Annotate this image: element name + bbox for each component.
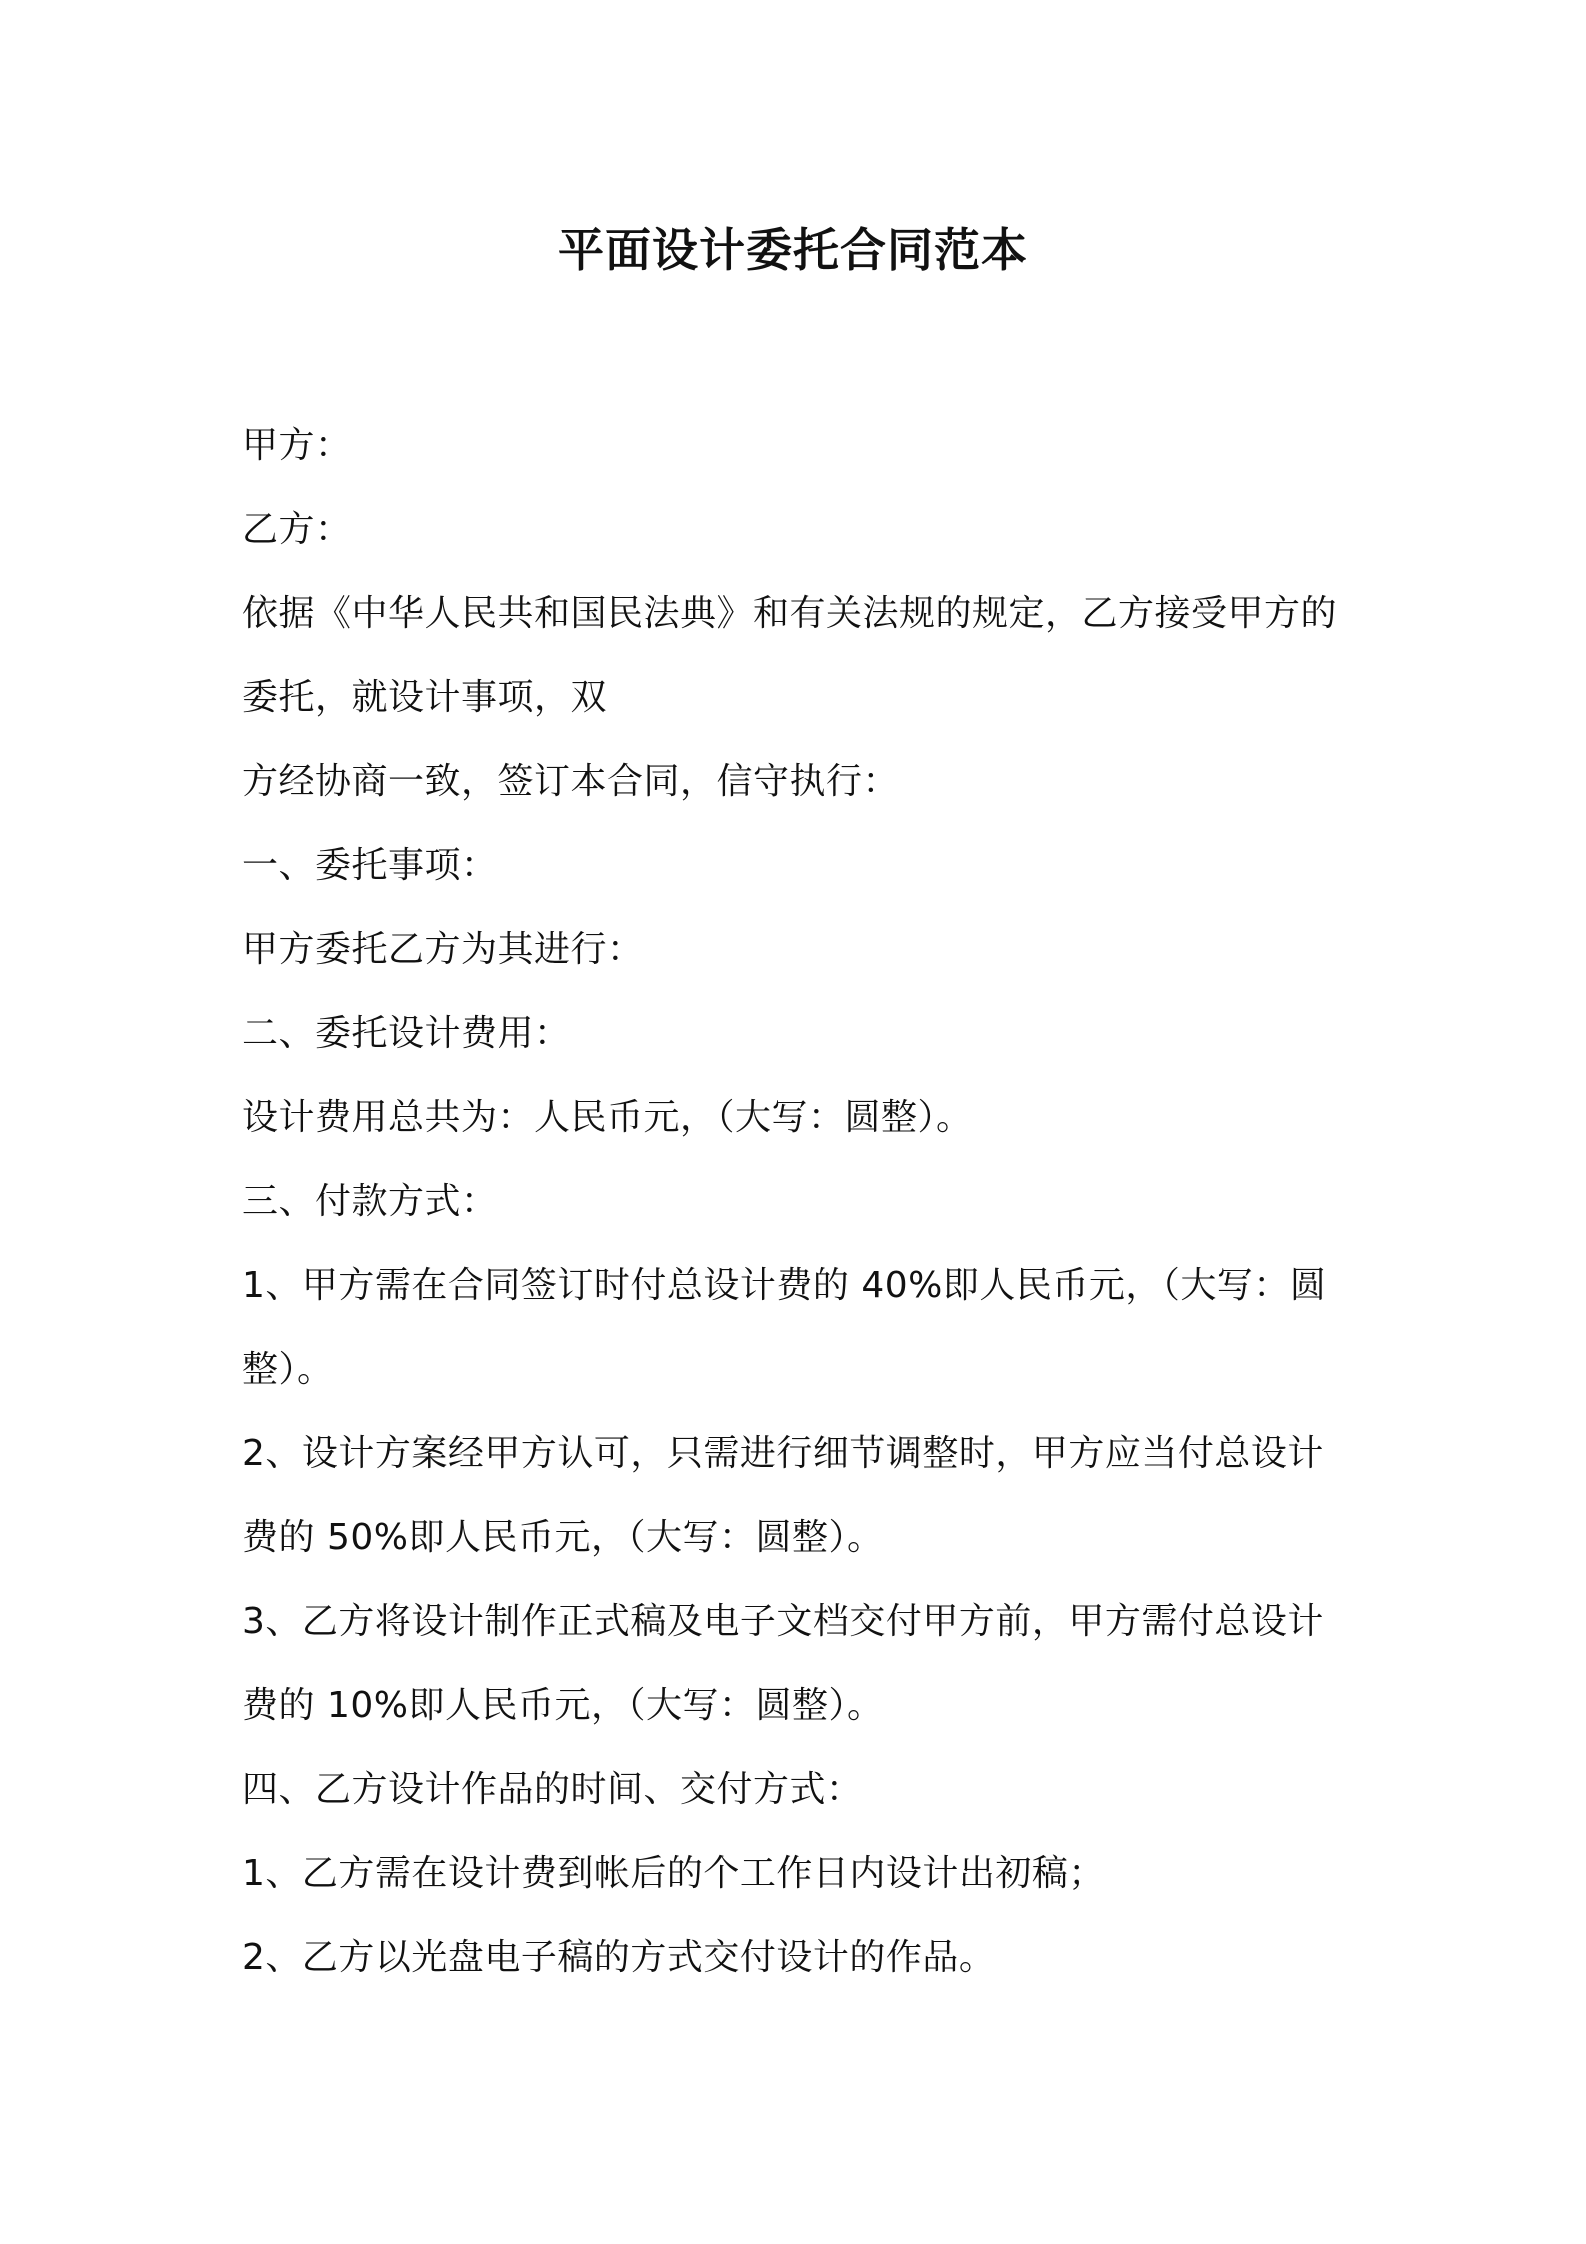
payment-item-3-line-1: 3、乙方将设计制作正式稿及电子文档交付甲方前，甲方需付总设计 (242, 1601, 1324, 1642)
preamble-line-1: 依据《中华人民共和国民法典》和有关法规的规定，乙方接受甲方的 (242, 593, 1338, 634)
payment-item-1-line-1: 1、甲方需在合同签订时付总设计费的 40%即人民币元，（大写：圆 (242, 1265, 1327, 1306)
delivery-item-2: 2、乙方以光盘电子稿的方式交付设计的作品。 (242, 1937, 996, 1978)
payment-item-1-line-2: 整）。 (242, 1349, 334, 1390)
section-2-text: 设计费用总共为：人民币元，（大写：圆整）。 (242, 1097, 973, 1138)
payment-item-2-line-2: 费的 50%即人民币元，（大写：圆整）。 (242, 1517, 884, 1558)
document-title: 平面设计委托合同范本 (558, 223, 1028, 277)
section-heading-1: 一、委托事项： (242, 845, 498, 886)
section-heading-4: 四、乙方设计作品的时间、交付方式： (242, 1769, 863, 1810)
payment-item-3-line-2: 费的 10%即人民币元，（大写：圆整）。 (242, 1685, 884, 1726)
section-heading-2: 二、委托设计费用： (242, 1013, 571, 1054)
contract-body (242, 404, 1352, 2000)
payment-item-2-line-1: 2、设计方案经甲方认可，只需进行细节调整时，甲方应当付总设计 (242, 1433, 1324, 1474)
delivery-item-1: 1、乙方需在设计费到帐后的个工作日内设计出初稿； (242, 1853, 1105, 1894)
party-b-line: 乙方： (242, 509, 352, 550)
section-1-text: 甲方委托乙方为其进行： (242, 929, 644, 970)
party-a-line: 甲方： (242, 425, 352, 466)
preamble-line-3: 方经协商一致，签订本合同，信守执行： (242, 761, 900, 802)
section-heading-3: 三、付款方式： (242, 1181, 498, 1222)
preamble-line-2: 委托，就设计事项，双 (242, 677, 608, 718)
